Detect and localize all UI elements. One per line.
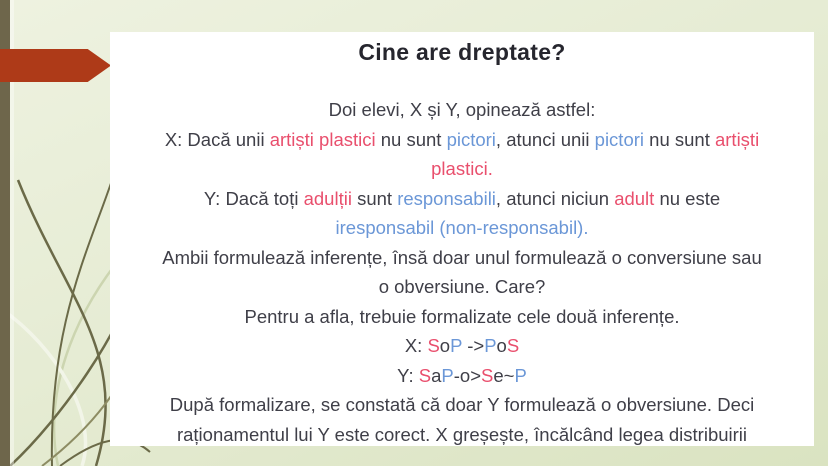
text-segment-default: sunt xyxy=(351,187,398,209)
text-segment-default: Ambii formulează inferențe, însă doar unul formulează o conversiune sau xyxy=(162,246,762,268)
text-segment-default: nu sunt xyxy=(375,128,447,150)
text-segment-default: X: xyxy=(404,335,428,356)
text-segment-blue: iresponsabil (non-responsabil). xyxy=(335,217,589,238)
text-line xyxy=(118,302,806,332)
text-line xyxy=(118,390,806,420)
text-segment-blue: P xyxy=(441,364,454,386)
text-segment-red: S xyxy=(481,364,494,386)
text-line xyxy=(118,125,806,155)
text-segment-default: o xyxy=(439,335,451,356)
text-segment-red: adult xyxy=(614,187,655,209)
text-segment-red: adulții xyxy=(303,187,352,209)
text-line xyxy=(118,95,806,125)
text-segment-default: X: Dacă unii xyxy=(164,128,270,150)
text-segment-red: S xyxy=(427,335,440,356)
text-segment-blue: pictori xyxy=(446,128,496,150)
text-segment-blue: responsabili xyxy=(397,187,496,209)
text-segment-red: artiști xyxy=(714,128,760,150)
text-segment-default: o obversiune. Care? xyxy=(378,276,546,297)
text-segment-default: nu sunt xyxy=(644,128,715,150)
text-segment-default: , atunci niciun xyxy=(495,187,615,209)
content-panel xyxy=(110,32,814,446)
text-segment-red: S xyxy=(506,335,520,356)
text-line xyxy=(118,331,806,361)
text-segment-default: -> xyxy=(462,335,485,356)
text-segment-red: plastici. xyxy=(431,158,493,179)
text-segment-blue: P xyxy=(450,335,463,356)
text-line xyxy=(118,243,806,273)
arrow-accent-shape xyxy=(0,49,111,82)
text-segment-default: e~ xyxy=(493,364,515,386)
text-segment-red: S xyxy=(418,364,432,386)
text-segment-default: Pentru a afla, trebuie formalizate cele două inferențe. xyxy=(244,305,680,327)
text-segment-default: , atunci unii xyxy=(495,128,595,150)
text-line xyxy=(118,420,806,450)
text-segment-default: După formalizare, se constată că doar Y formulează o obversiune. Deci xyxy=(169,394,755,415)
text-segment-default: Y: xyxy=(397,364,419,386)
text-line xyxy=(118,154,806,184)
slide-body xyxy=(118,95,806,449)
text-segment-default: Y: Dacă toți xyxy=(203,187,304,209)
text-segment-blue: P xyxy=(514,364,527,386)
text-segment-default: -o> xyxy=(453,364,482,386)
text-segment-blue: P xyxy=(484,335,497,356)
text-segment-red: artiști plastici xyxy=(269,128,376,150)
text-line xyxy=(118,184,806,214)
text-segment-default: Doi elevi, X și Y, opinează astfel: xyxy=(328,99,596,120)
text-line xyxy=(118,272,806,302)
slide-title: Cine are dreptate? xyxy=(358,39,566,65)
text-segment-default: raționamentul lui Y este corect. X greșește, încălcând legea distribuirii xyxy=(176,423,748,445)
text-segment-blue: pictori xyxy=(594,128,645,150)
text-line xyxy=(118,213,806,243)
text-line xyxy=(118,361,806,391)
text-segment-default: o xyxy=(496,335,507,356)
text-segment-default: nu este xyxy=(654,187,721,209)
text-segment-default: a xyxy=(431,364,442,386)
